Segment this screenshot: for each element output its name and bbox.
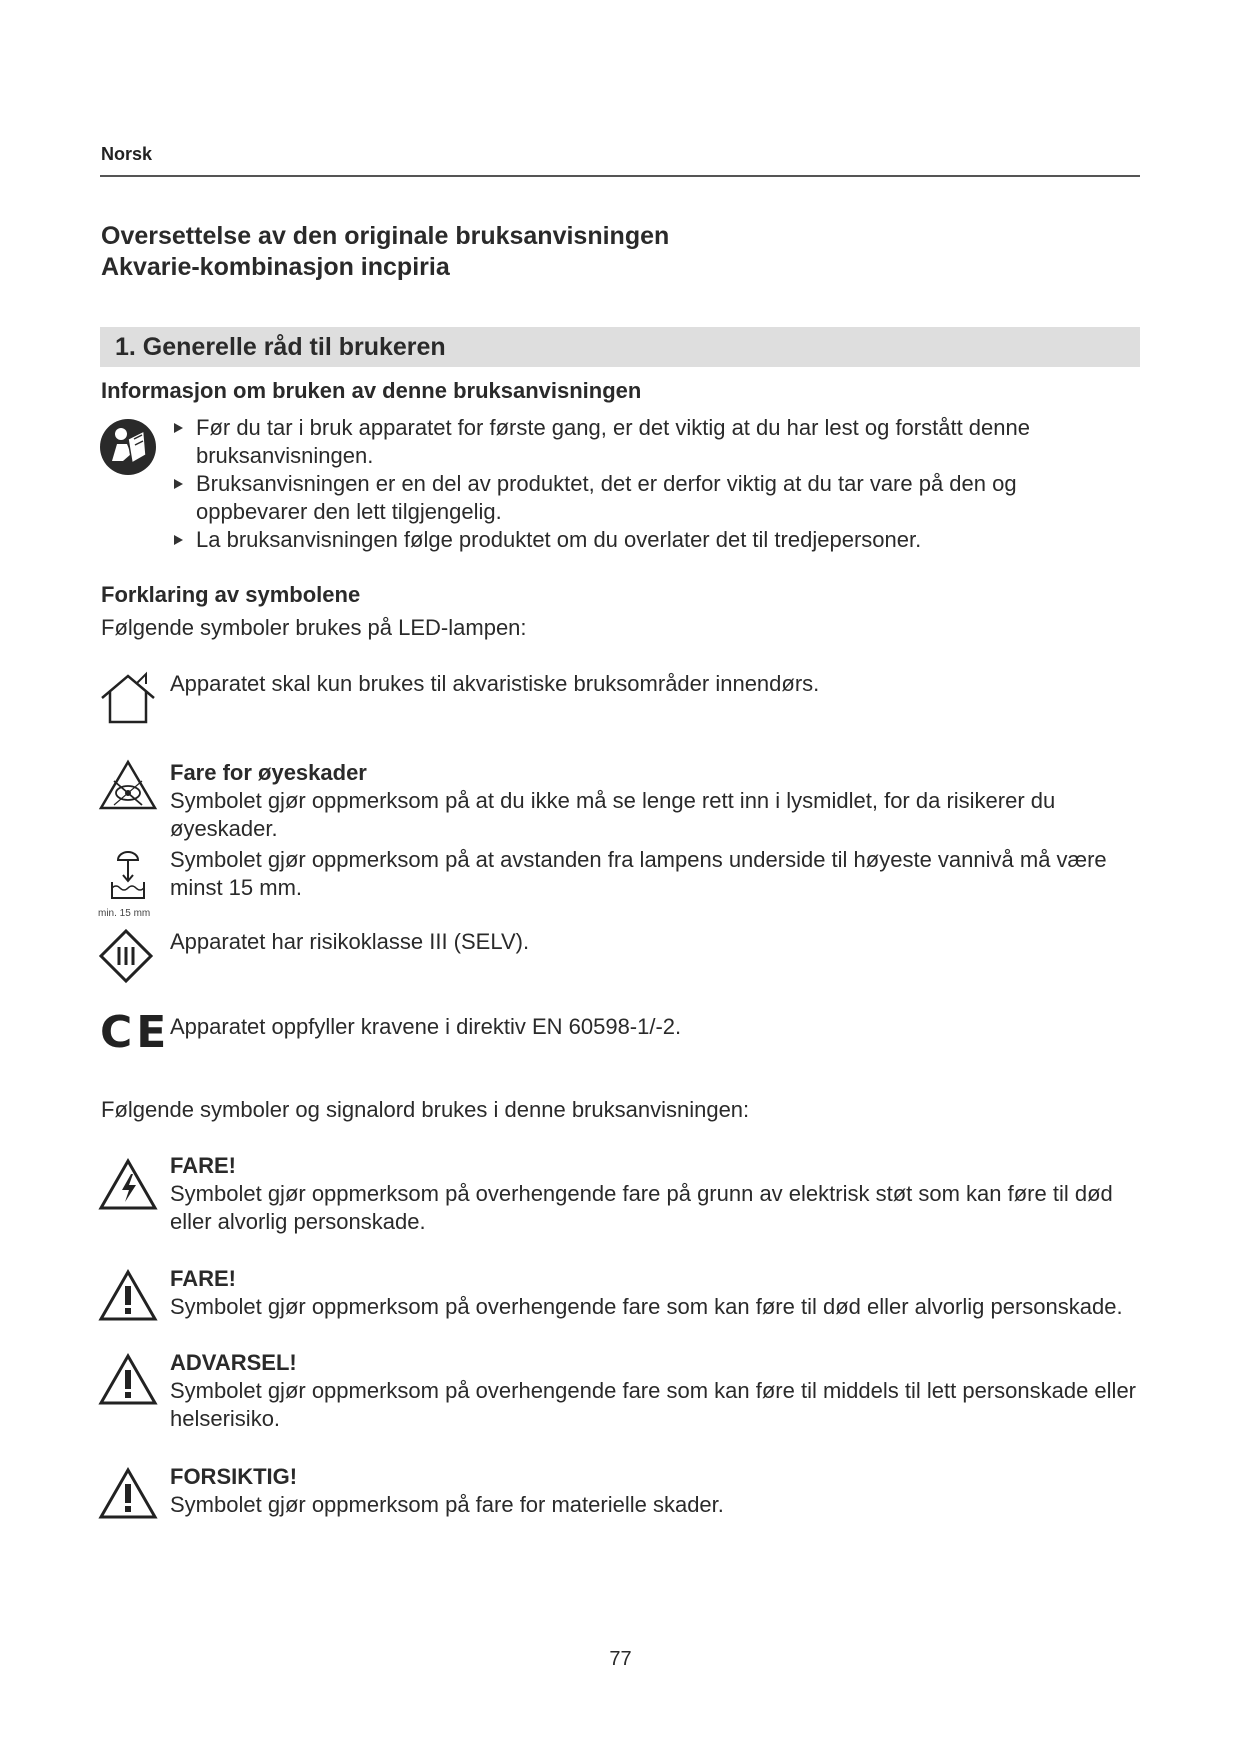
page-number: 77 <box>609 1648 632 1670</box>
symbol-description: Symbolet gjør oppmerksom på at du ikke må se lenge rett inn i lysmidlet, for da risikerer du øyeskader. <box>170 788 1056 841</box>
warning-triangle-icon <box>98 1269 158 1323</box>
min-distance-icon <box>98 846 158 906</box>
signal-text <box>170 1463 1140 1519</box>
warning-triangle-icon <box>98 1467 158 1521</box>
signal-description: Symbolet gjør oppmerksom på overhengende fare som kan føre til middels til lett personskade eller helserisiko. <box>170 1378 1137 1431</box>
list-item: Bruksanvisningen er en del av produktet, det er derfor viktig at du tar vare på den og oppbevarer den lett tilgjengelig. <box>172 470 1132 526</box>
symbol-text: Symbolet gjør oppmerksom på at avstanden fra lampens underside til høyeste vannivå må være minst 15 mm. <box>170 847 1107 900</box>
symbols-intro: Følgende symboler brukes på LED-lampen: <box>101 615 527 640</box>
indoor-house-icon <box>98 670 158 726</box>
eye-hazard-icon <box>98 759 158 811</box>
info-bullet-list <box>172 414 1132 554</box>
signal-text <box>170 1152 1140 1236</box>
list-item: La bruksanvisningen følge produktet om du overlater det til tredjepersoner. <box>172 526 1132 554</box>
symbol-label: Fare for øyeskader <box>170 760 367 785</box>
signal-text <box>170 1265 1140 1321</box>
signal-label: ADVARSEL! <box>170 1350 297 1375</box>
symbol-text: Apparatet oppfyller kravene i direktiv EN 60598-1/-2. <box>170 1014 682 1039</box>
signal-label: FARE! <box>170 1266 236 1291</box>
signal-description: Symbolet gjør oppmerksom på fare for materielle skader. <box>170 1492 724 1517</box>
signal-description: Symbolet gjør oppmerksom på overhengende fare på grunn av elektrisk støt som kan føre til død eller alvorlig personskade. <box>170 1181 1113 1234</box>
symbol-text: Apparatet har risikoklasse III (SELV). <box>170 929 530 954</box>
section-heading: 1. Generelle råd til brukeren <box>115 333 446 361</box>
min-distance-caption: min. 15 mm <box>98 908 151 919</box>
symbols-subheading: Forklaring av symbolene <box>101 582 361 607</box>
signal-label: FORSIKTIG! <box>170 1464 298 1489</box>
protection-class-iii-icon <box>98 928 154 984</box>
signal-label: FARE! <box>170 1153 236 1178</box>
symbol-text <box>170 759 1140 843</box>
section-heading-bar <box>100 327 1140 367</box>
product-title: Akvarie-kombinasjon incpiria <box>101 253 450 281</box>
language-label: Norsk <box>101 144 153 164</box>
symbol-text: Apparatet skal kun brukes til akvaristiske bruksområder innendørs. <box>170 671 820 696</box>
header-rule <box>100 175 1140 177</box>
document-title: Oversettelse av den originale bruksanvisningen <box>101 222 670 250</box>
read-manual-icon <box>98 417 158 477</box>
signal-text <box>170 1349 1140 1433</box>
list-item: Før du tar i bruk apparatet for første gang, er det viktig at du har lest og forstått denne bruksanvisningen. <box>172 414 1132 470</box>
info-subheading: Informasjon om bruken av denne bruksanvisningen <box>101 378 642 403</box>
signal-intro: Følgende symboler og signalord brukes i denne bruksanvisningen: <box>101 1097 750 1122</box>
warning-triangle-icon <box>98 1353 158 1407</box>
signal-description: Symbolet gjør oppmerksom på overhengende fare som kan føre til død eller alvorlig personskade. <box>170 1294 1123 1319</box>
ce-mark-icon: CE <box>100 1007 171 1058</box>
electric-hazard-icon <box>98 1158 158 1212</box>
